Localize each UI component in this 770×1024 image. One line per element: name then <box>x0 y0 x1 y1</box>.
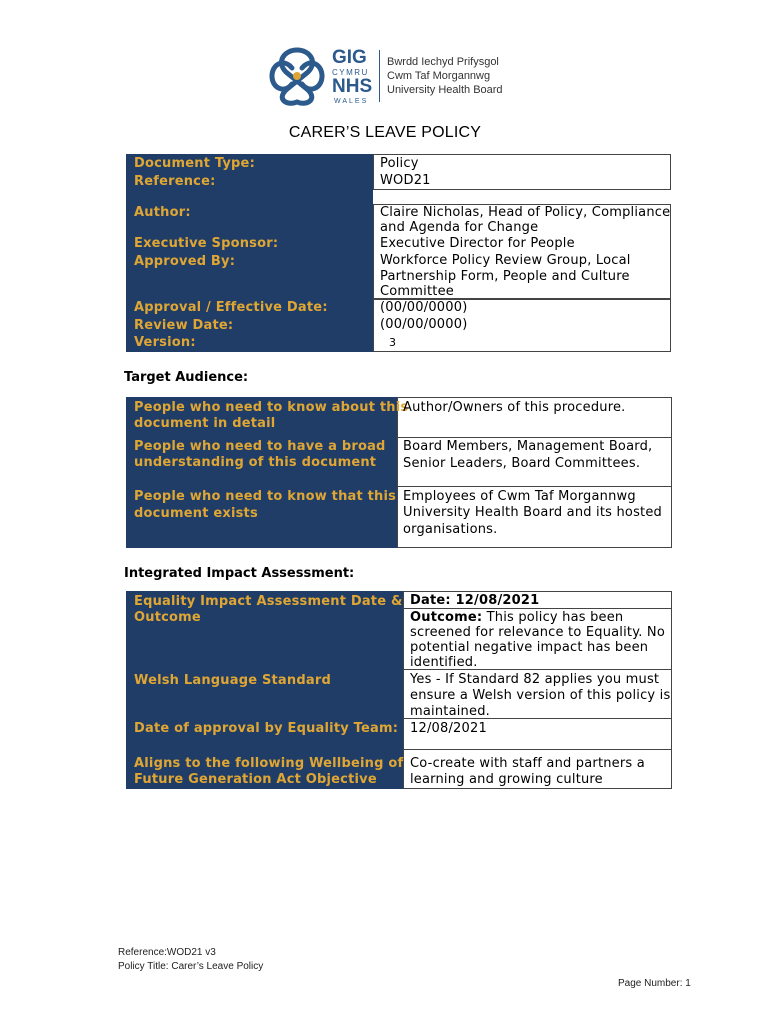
doc-type-value: Policy <box>380 156 419 171</box>
audience-row2-value-1: Board Members, Management Board, <box>403 439 653 454</box>
eqia-outcome-line-4: identified. <box>410 655 478 670</box>
approval-date-label: Approval / Effective Date: <box>134 300 328 315</box>
footer-page-number: Page Number: 1 <box>618 978 691 989</box>
exec-sponsor-value: Executive Director for People <box>380 236 575 251</box>
doc-type-label: Document Type: <box>134 156 255 171</box>
wellbeing-label-1: Aligns to the following Wellbeing of <box>134 756 404 771</box>
author-value-2: and Agenda for Change <box>380 220 539 235</box>
eqia-date-value: Date: 12/08/2021 <box>410 593 540 608</box>
version-label: Version: <box>134 335 196 350</box>
footer-policy-title: Policy Title: Carer’s Leave Policy <box>118 961 264 972</box>
eqia-outcome-text-1: This policy has been <box>482 610 624 625</box>
impact-assessment-heading: Integrated Impact Assessment: <box>124 566 355 581</box>
approved-by-value-1: Workforce Policy Review Group, Local <box>380 253 631 268</box>
audience-row2-label-2: understanding of this document <box>134 455 377 470</box>
audience-row1-value: Author/Owners of this procedure. <box>403 400 626 415</box>
wellbeing-value-1: Co-create with staff and partners a <box>410 756 645 771</box>
review-date-label: Review Date: <box>134 318 234 333</box>
wellbeing-value-2: learning and growing culture <box>410 772 603 787</box>
review-date-value: (00/00/0000) <box>380 317 468 332</box>
approved-by-value-3: Committee <box>380 284 454 299</box>
eqia-outcome-line-3: potential negative impact has been <box>410 640 649 655</box>
author-label: Author: <box>134 205 191 220</box>
audience-row1-label-1: People who need to know about this <box>134 400 409 415</box>
audience-row1-label-2: document in detail <box>134 416 276 431</box>
eqia-outcome-line-1 <box>410 610 623 626</box>
logo-nhs: NHS <box>332 76 373 97</box>
reference-value: WOD21 <box>380 173 431 188</box>
audience-row3-label-2: document exists <box>134 506 258 521</box>
target-audience-heading: Target Audience: <box>124 370 249 385</box>
footer-reference: Reference:WOD21 v3 <box>118 947 216 958</box>
logo-cymru: CYMRU <box>332 68 369 77</box>
audience-row2-label-1: People who need to have a broad <box>134 439 386 454</box>
logo-wales: WALES <box>334 98 369 105</box>
audience-row2-value-2: Senior Leaders, Board Committees. <box>403 456 641 471</box>
approved-by-value-2: Partnership Form, People and Culture <box>380 269 630 284</box>
exec-sponsor-label: Executive Sponsor: <box>134 236 279 251</box>
equality-team-value: 12/08/2021 <box>410 721 487 736</box>
board-name-line-2: Cwm Taf Morgannwg <box>387 70 491 82</box>
logo-gig: GIG <box>332 47 367 68</box>
welsh-value-2: ensure a Welsh version of this policy is <box>410 688 671 703</box>
audience-row3-value-2: University Health Board and its hosted <box>403 505 662 520</box>
approval-date-value: (00/00/0000) <box>380 300 468 315</box>
audience-row3-value-1: Employees of Cwm Taf Morgannwg <box>403 489 636 504</box>
board-name-line-1: Bwrdd Iechyd Prifysgol <box>387 56 499 68</box>
welsh-value-1: Yes - If Standard 82 applies you must <box>410 672 660 687</box>
eqia-outcome-label: Outcome: <box>410 610 483 625</box>
reference-label: Reference: <box>134 174 216 189</box>
audience-row3-label-1: People who need to know that this <box>134 489 397 504</box>
document-title: CARER’S LEAVE POLICY <box>288 124 482 141</box>
nhs-logo <box>266 44 506 108</box>
author-value-1: Claire Nicholas, Head of Policy, Compliance <box>380 205 671 220</box>
welsh-value-3: maintained. <box>410 704 490 719</box>
eqia-label-2: Outcome <box>134 610 201 625</box>
board-name-line-3: University Health Board <box>387 84 503 96</box>
logo-divider <box>379 50 380 102</box>
equality-team-label: Date of approval by Equality Team: <box>134 721 399 736</box>
wellbeing-label-2: Future Generation Act Objective <box>134 772 377 787</box>
audience-row3-value-3: organisations. <box>403 522 498 537</box>
eqia-label-1: Equality Impact Assessment Date & <box>134 594 403 609</box>
approved-by-label: Approved By: <box>134 254 236 269</box>
welsh-language-label: Welsh Language Standard <box>134 673 331 688</box>
celtic-knot-icon <box>266 44 328 108</box>
eqia-outcome-line-2: screened for relevance to Equality. No <box>410 625 666 640</box>
version-value: 3 <box>389 336 397 349</box>
